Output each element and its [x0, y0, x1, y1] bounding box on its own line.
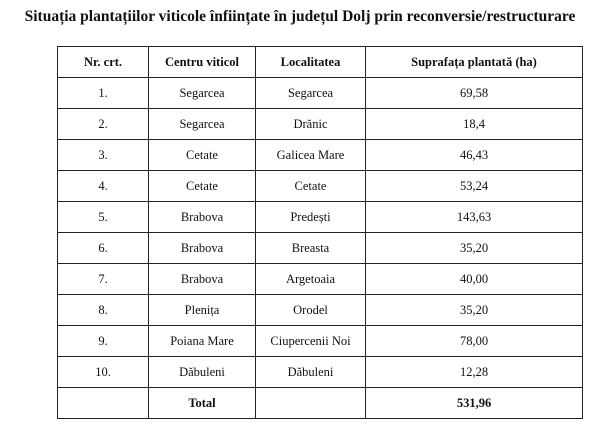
cell-nr: 5.: [58, 202, 149, 233]
cell-centru: Cetate: [149, 140, 256, 171]
cell-localitate: Predești: [256, 202, 366, 233]
table-row: [58, 295, 583, 326]
total-empty-cell: [256, 388, 366, 419]
cell-suprafata: 35,20: [366, 295, 583, 326]
cell-localitate: Ciupercenii Noi: [256, 326, 366, 357]
cell-localitate: Drănic: [256, 109, 366, 140]
cell-centru: Poiana Mare: [149, 326, 256, 357]
cell-centru: Brabova: [149, 264, 256, 295]
header-nr-crt: Nr. crt.: [58, 47, 149, 78]
cell-suprafata: 78,00: [366, 326, 583, 357]
total-row: [58, 388, 583, 419]
cell-nr: 8.: [58, 295, 149, 326]
cell-nr: 6.: [58, 233, 149, 264]
cell-suprafata: 69,58: [366, 78, 583, 109]
cell-suprafata: 40,00: [366, 264, 583, 295]
cell-nr: 9.: [58, 326, 149, 357]
cell-nr: 2.: [58, 109, 149, 140]
table-row: [58, 140, 583, 171]
table-row: [58, 202, 583, 233]
cell-centru: Segarcea: [149, 78, 256, 109]
cell-localitate: Segarcea: [256, 78, 366, 109]
table-row: [58, 109, 583, 140]
cell-centru: Brabova: [149, 233, 256, 264]
cell-localitate: Breasta: [256, 233, 366, 264]
cell-centru: Segarcea: [149, 109, 256, 140]
table-row: [58, 264, 583, 295]
cell-suprafata: 12,28: [366, 357, 583, 388]
total-value: 531,96: [366, 388, 583, 419]
page-title: Situația plantațiilor viticole înființate în județul Dolj prin reconversie/restructurare: [24, 8, 576, 25]
cell-suprafata: 18,4: [366, 109, 583, 140]
cell-centru: Cetate: [149, 171, 256, 202]
table-header-row: [58, 47, 583, 78]
cell-centru: Brabova: [149, 202, 256, 233]
cell-centru: Dăbuleni: [149, 357, 256, 388]
header-localitatea: Localitatea: [256, 47, 366, 78]
table-row: [58, 326, 583, 357]
total-empty-cell: [58, 388, 149, 419]
cell-nr: 10.: [58, 357, 149, 388]
cell-nr: 4.: [58, 171, 149, 202]
cell-nr: 1.: [58, 78, 149, 109]
cell-suprafata: 143,63: [366, 202, 583, 233]
cell-centru: Plenița: [149, 295, 256, 326]
header-suprafata: Suprafața plantată (ha): [366, 47, 583, 78]
cell-nr: 7.: [58, 264, 149, 295]
total-label: Total: [149, 388, 256, 419]
cell-localitate: Orodel: [256, 295, 366, 326]
cell-localitate: Cetate: [256, 171, 366, 202]
cell-localitate: Argetoaia: [256, 264, 366, 295]
table-row: [58, 78, 583, 109]
cell-localitate: Galicea Mare: [256, 140, 366, 171]
cell-suprafata: 46,43: [366, 140, 583, 171]
header-centru-viticol: Centru viticol: [149, 47, 256, 78]
cell-nr: 3.: [58, 140, 149, 171]
table-row: [58, 357, 583, 388]
plantations-table: [57, 46, 583, 419]
cell-suprafata: 53,24: [366, 171, 583, 202]
table-row: [58, 171, 583, 202]
cell-suprafata: 35,20: [366, 233, 583, 264]
table-row: [58, 233, 583, 264]
cell-localitate: Dăbuleni: [256, 357, 366, 388]
